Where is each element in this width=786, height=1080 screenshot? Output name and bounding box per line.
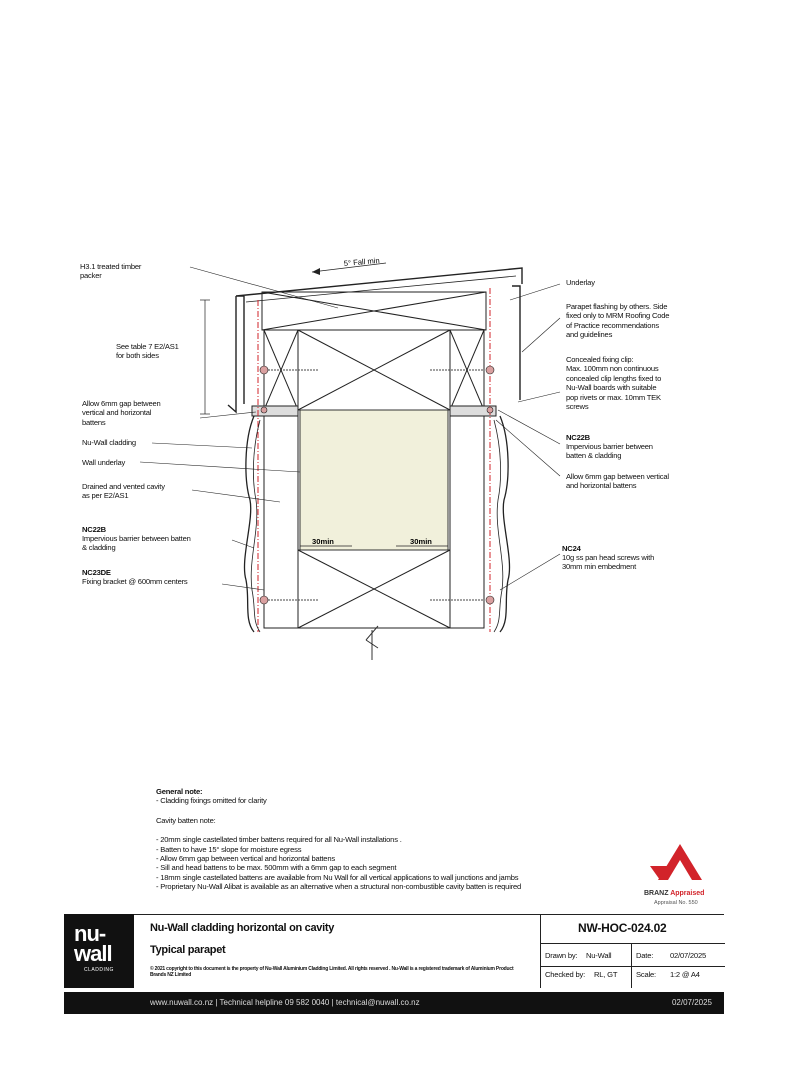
general-note-heading: General note:: [156, 787, 203, 796]
label-table: See table 7 E2/AS1 for both sides: [116, 342, 179, 361]
cavity-note-item: - Batten to have 15° slope for moisture egress: [156, 844, 302, 854]
cavity-note-item: - 20mm single castellated timber battens required for all Nu-Wall installations .: [156, 835, 402, 845]
left-cladding: [244, 416, 254, 632]
packer-block: [300, 410, 448, 550]
label-packer: H3.1 treated timber packer: [80, 262, 142, 281]
label-clip: Concealed fixing clip: Max. 100mm non continuous concealed clip lengths fixed to Nu-Wall boards with suitable pop rivets or max. 10mm TEK screws: [566, 355, 662, 412]
label-nc22b-code: NC22B: [82, 525, 106, 534]
label-wall-underlay: Wall underlay: [82, 458, 126, 467]
checked-by-label: Checked by:: [545, 970, 586, 979]
scale-value: 1:2 @ A4: [670, 970, 700, 979]
cavity-note-item: - 18mm single castellated battens are available from Nu Wall for all vertical applications to wall junctions and jambs: [156, 872, 519, 882]
left-stud: [264, 330, 298, 628]
branz-status: Appraised: [670, 890, 705, 897]
scale-label: Scale:: [636, 970, 656, 979]
dim-right-label: 30min: [410, 537, 432, 546]
label-cavity: Drained and vented cavity as per E2/AS1: [82, 482, 165, 501]
copyright-text: © 2021 copyright to this document is the property of Nu-Wall Aluminium Cladding Limited. All rights reserved . Nu-Wall is a registered trademark of Aluminium Product Brands NZ Limited: [150, 966, 514, 979]
label-nc22b-right-code: NC22B: [566, 433, 590, 442]
label-nc23de-code: NC23DE: [82, 568, 111, 577]
label-nc23de-text: Fixing bracket @ 600mm centers: [82, 577, 188, 586]
label-gap: Allow 6mm gap between vertical and horizontal battens: [82, 399, 161, 427]
cavity-note-item: - Sill and head battens to be max. 500mm with a 6mm gap to each segment: [156, 863, 397, 873]
footer-contact: www.nuwall.co.nz | Technical helpline 09 582 0040 | technical@nuwall.co.nz: [150, 998, 420, 1007]
cavity-note-heading: Cavity batten note:: [156, 815, 216, 825]
cavity-note-item: - Allow 6mm gap between vertical and horizontal battens: [156, 854, 335, 864]
label-cladding: Nu-Wall cladding: [82, 438, 136, 447]
branz-badge: [640, 840, 720, 910]
dim-left-label: 30min: [312, 537, 334, 546]
label-gap-right: Allow 6mm gap between vertical and horizontal battens: [566, 472, 669, 491]
footer-date: 02/07/2025: [671, 998, 712, 1007]
branz-logo-icon: [640, 840, 720, 892]
label-nc24-code: NC24: [562, 544, 581, 553]
cavity-note-item: - Proprietary Nu-Wall Alibat is available as an alternative when a structural non-combustible cavity batten is required: [156, 882, 522, 892]
nuwall-logo: [64, 914, 134, 988]
right-cladding: [500, 416, 510, 632]
branz-number: Appraisal No. 550: [654, 900, 698, 906]
notes: [156, 787, 636, 892]
logo-top: nu-: [74, 921, 106, 946]
footer-bar: [64, 992, 724, 1014]
drawing-number: NW-HOC-024.02: [578, 921, 667, 935]
drawn-by-value: Nu-Wall: [586, 951, 612, 960]
label-nc22b-text: Impervious barrier between batten & cladding: [82, 534, 191, 553]
label-flashing: Parapet flashing by others. Side fixed only to MRM Roofing Code of Practice recommendations and guidelines: [566, 302, 670, 340]
drawn-by-label: Drawn by:: [545, 951, 578, 960]
drawing-subtitle: Typical parapet: [150, 944, 226, 956]
logo-sub: CLADDING: [84, 967, 114, 973]
drawing-title: Nu-Wall cladding horizontal on cavity: [150, 922, 335, 934]
label-underlay-right: Underlay: [566, 278, 595, 287]
date-value: 02/07/2025: [670, 951, 707, 960]
general-note-item: - Cladding fixings omitted for clarity: [156, 796, 267, 806]
date-label: Date:: [636, 951, 654, 960]
label-nc22b-right-text: Impervious barrier between batten & cladding: [566, 442, 653, 461]
fall-label: 5° Fall min: [343, 255, 380, 268]
branz-name: BRANZ: [644, 890, 669, 897]
logo-bottom: wall: [74, 941, 112, 966]
label-nc24-text: 10g ss pan head screws with 30mm min embedment: [562, 553, 655, 572]
right-stud: [450, 330, 484, 628]
checked-by-value: RL, GT: [594, 970, 618, 979]
